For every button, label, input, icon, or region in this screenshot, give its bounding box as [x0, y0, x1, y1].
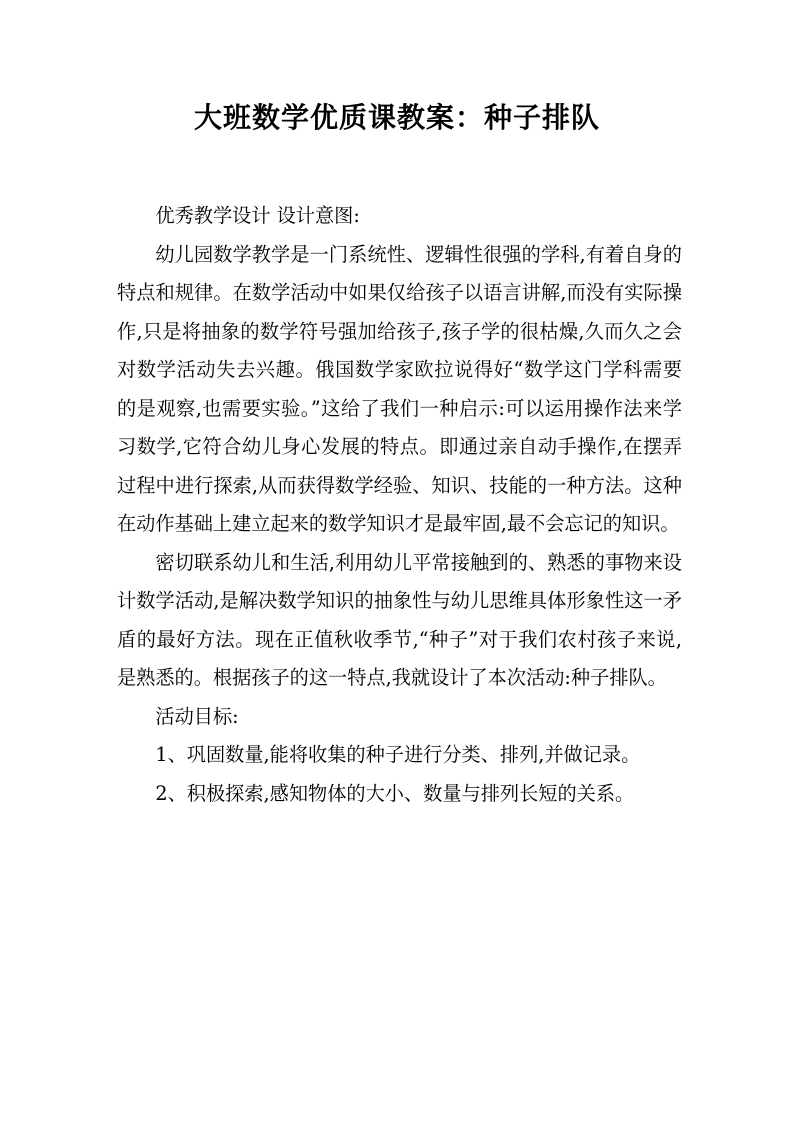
objectives-heading: 活动目标: — [155, 704, 239, 728]
objective-item-2: 2、积极探索,感知物体的大小、数量与排列长短的关系。 — [155, 781, 635, 805]
document-body — [117, 197, 682, 813]
design-intent-paragraph: 幼儿园数学教学是一门系统性、逻辑性很强的学科,有着自身的特点和规律。在数学活动中如果仅给孩子以语言讲解,而没有实际操作,只是将抽象的数学符号强加给孩子,孩子学的很枯燥,久而久之会对数学活动失去兴趣。俄国数学家欧拉说得好“数学这门学科需要的是观察,也需要实验。”这给了我们一种启示:可以运用操作法来学习数学,它符合幼儿身心发展的特点。即通过亲自动手操作,在摆弄过程中进行探索,从而获得数学经验、知识、技能的一种方法。这种在动作基础上建立起来的数学知识才是最牢固,最不会忘记的知识。 — [117, 242, 682, 535]
document-title: 大班数学优质课教案：种子排队 — [193, 101, 600, 134]
intro-heading-paragraph: 优秀教学设计 设计意图: — [155, 204, 360, 227]
objective-item-1: 1、巩固数量,能将收集的种子进行分类、排列,并做记录。 — [155, 743, 641, 766]
life-connection-paragraph: 密切联系幼儿和生活,利用幼儿平常接触到的、熟悉的事物来设计数学活动,是解决数学知识的抽象性与幼儿思维具体形象性这一矛盾的最好方法。现在正值秋收季节,“种子”对于我们农村孩子来说,是熟悉的。根据孩子的这一特点,我就设计了本次活动:种子排队。 — [117, 550, 682, 689]
